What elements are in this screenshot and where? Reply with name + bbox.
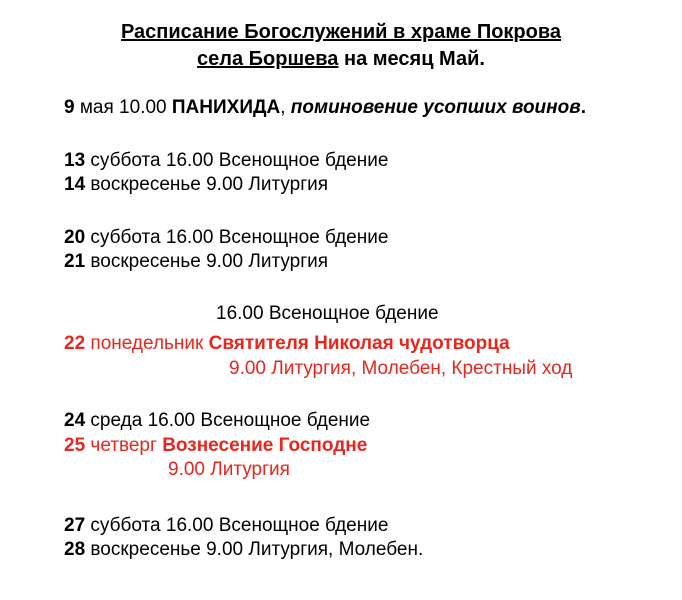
entry-may-22-eve xyxy=(216,302,439,326)
entry-may-14 xyxy=(64,173,328,197)
entry-may-13 xyxy=(64,149,388,173)
feast-name: Святителя Николая чудотворца xyxy=(208,333,510,354)
entry-may-9 xyxy=(64,96,586,120)
entry-may-20 xyxy=(64,226,388,250)
title-text-1: Расписание Богослужений в храме Покрова xyxy=(120,21,562,43)
entry-text: воскресенье 9.00 Литургия, Молебен. xyxy=(85,539,424,560)
feast-services: 9.00 Литургия xyxy=(168,459,290,480)
entry-text: мая 10.00 xyxy=(74,97,172,118)
feast-name: Вознесение Господне xyxy=(162,435,368,456)
day-number: 24 xyxy=(64,410,86,431)
title-line-2 xyxy=(0,47,682,71)
service-note: поминовение усопших воинов xyxy=(290,97,581,118)
eve-service: 16.00 Всенощное бдение xyxy=(216,303,439,324)
entry-text: суббота 16.00 Всенощное бдение xyxy=(85,150,389,171)
entry-may-28 xyxy=(64,538,423,562)
day-number: 25 xyxy=(64,435,86,456)
entry-text: воскресенье 9.00 Литургия xyxy=(85,174,329,195)
entry-may-25 xyxy=(64,434,367,458)
entry-period: . xyxy=(580,97,586,118)
entry-text: среда 16.00 Всенощное бдение xyxy=(85,410,371,431)
day-number: 13 xyxy=(64,150,86,171)
entry-may-27 xyxy=(64,514,388,538)
day-number: 27 xyxy=(64,515,86,536)
entry-comma: , xyxy=(280,97,291,118)
entry-may-22 xyxy=(64,332,510,356)
entry-text: суббота 16.00 Всенощное бдение xyxy=(85,227,389,248)
entry-may-22-services xyxy=(229,357,572,381)
title-month: на месяц Май. xyxy=(338,48,485,70)
day-number: 28 xyxy=(64,539,86,560)
day-number: 22 xyxy=(64,333,86,354)
service-name: ПАНИХИДА xyxy=(171,97,281,118)
entry-text: воскресенье 9.00 Литургия xyxy=(85,251,329,272)
title-line-1 xyxy=(0,20,682,44)
title-village: села Боршева xyxy=(197,48,339,70)
day-number: 20 xyxy=(64,227,86,248)
entry-may-21 xyxy=(64,250,328,274)
day-number: 21 xyxy=(64,251,86,272)
day-number: 9 xyxy=(64,97,75,118)
weekday: четверг xyxy=(85,435,163,456)
day-number: 14 xyxy=(64,174,86,195)
entry-text: суббота 16.00 Всенощное бдение xyxy=(85,515,389,536)
feast-services: 9.00 Литургия, Молебен, Крестный ход xyxy=(229,358,573,379)
weekday: понедельник xyxy=(85,333,209,354)
entry-may-24 xyxy=(64,409,370,433)
entry-may-25-services xyxy=(168,458,290,482)
